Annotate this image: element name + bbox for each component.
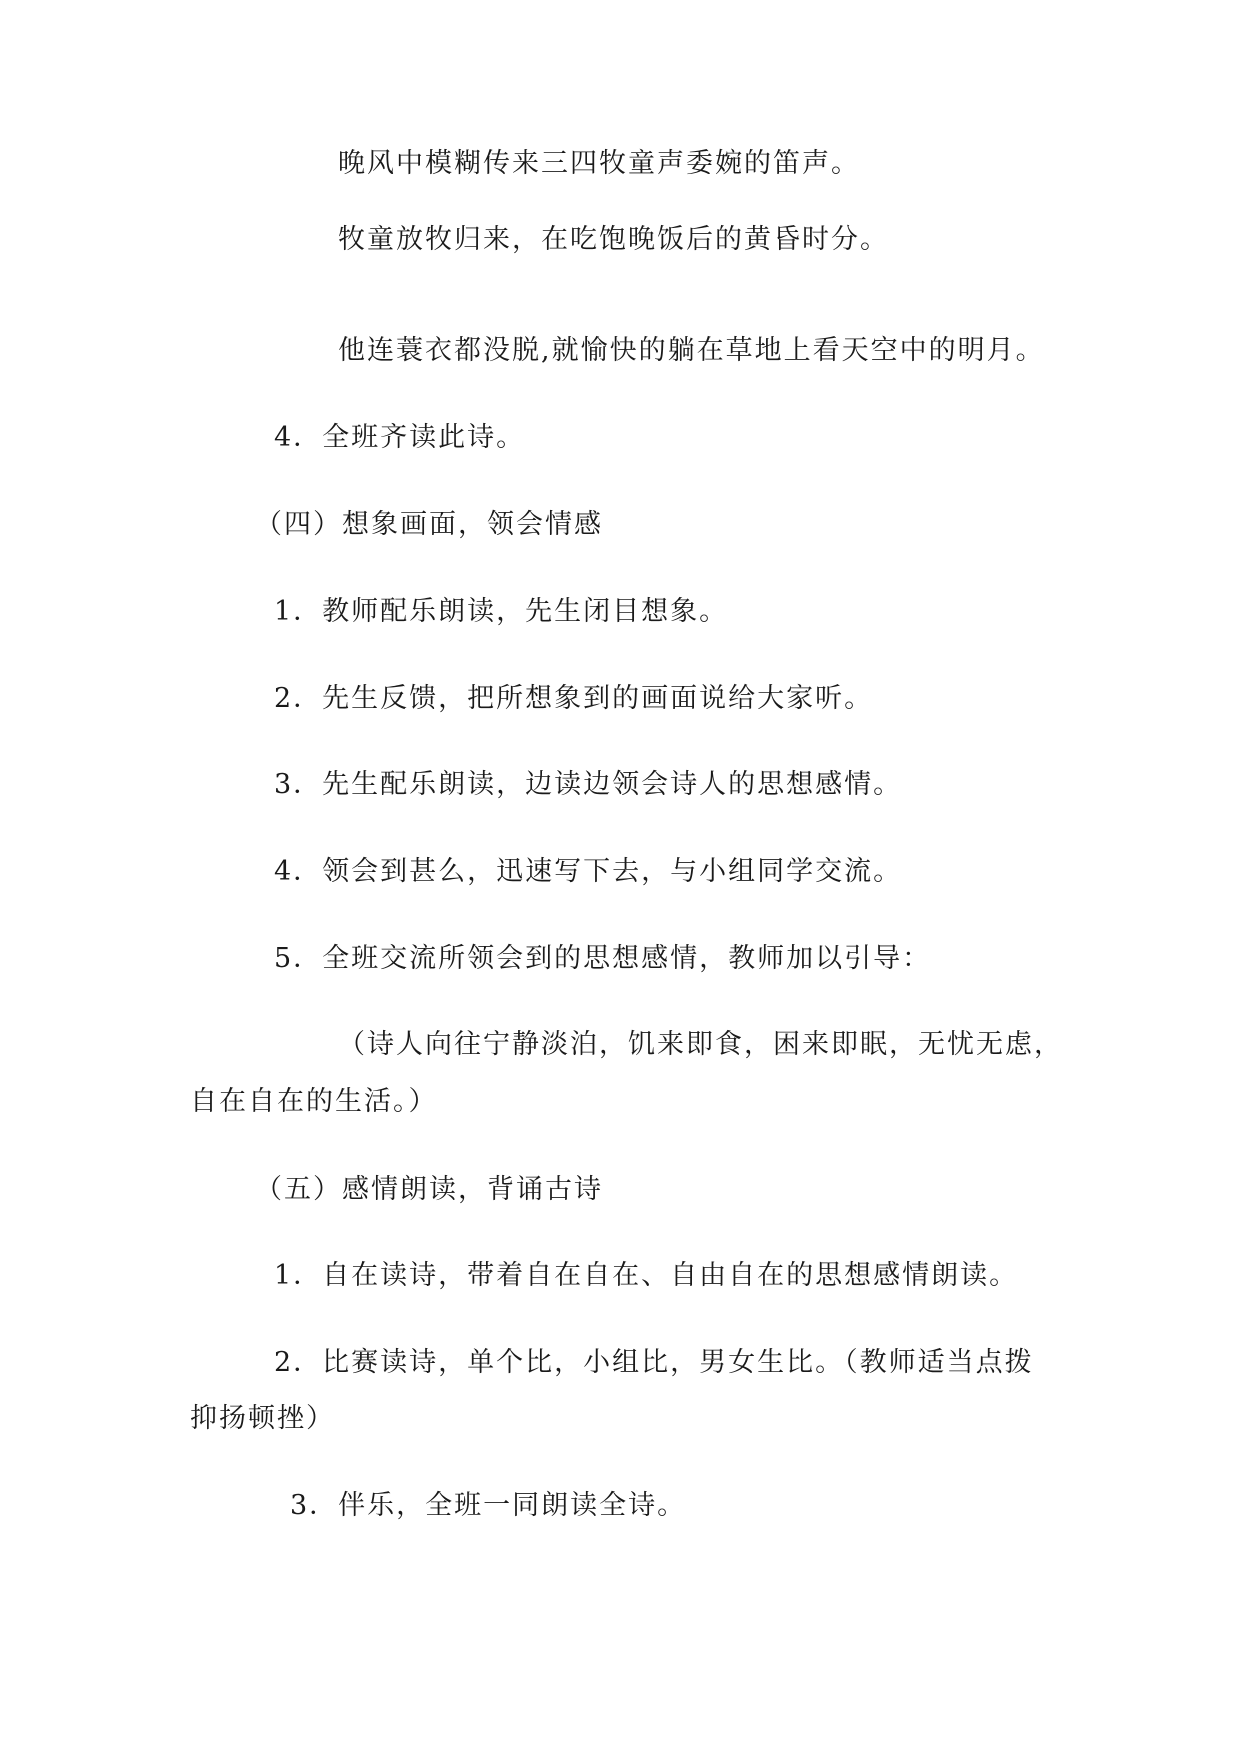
text-line: 1．教师配乐朗读，先生闭目想象。: [274, 596, 729, 627]
text-line: 晚风中模糊传来三四牧童声委婉的笛声。: [338, 148, 860, 179]
text-line: 3．伴乐，全班一同朗读全诗。: [290, 1490, 687, 1521]
text-line: 牧童放牧归来，在吃饱晚饭后的黄昏时分。: [338, 224, 889, 255]
text-line: 抑扬顿挫）: [190, 1403, 335, 1434]
section-heading: （五）感情朗读，背诵古诗: [255, 1174, 603, 1205]
text-line: 自在自在的生活。）: [190, 1086, 438, 1117]
text-line: 3．先生配乐朗读，边读边领会诗人的思想感情。: [274, 769, 903, 800]
section-heading: （四）想象画面，领会情感: [255, 509, 603, 540]
text-line: 5．全班交流所领会到的思想感情，教师加以引导：: [274, 943, 932, 974]
text-line: 他连蓑衣都没脱,就愉快的躺在草地上看天空中的明月。: [338, 335, 1045, 366]
text-line: （诗人向往宁静淡泊，饥来即食，困来即眠，无忧无虑，: [338, 1029, 1063, 1060]
text-line: 2．比赛读诗，单个比，小组比，男女生比。（教师适当点拨: [274, 1347, 1034, 1378]
text-line: 2．先生反馈，把所想象到的画面说给大家听。: [274, 683, 874, 714]
text-line: 4．领会到甚么，迅速写下去，与小组同学交流。: [274, 856, 903, 887]
text-line: 1．自在读诗，带着自在自在、自由自在的思想感情朗读。: [274, 1260, 1019, 1291]
text-line: 4．全班齐读此诗。: [274, 422, 526, 453]
